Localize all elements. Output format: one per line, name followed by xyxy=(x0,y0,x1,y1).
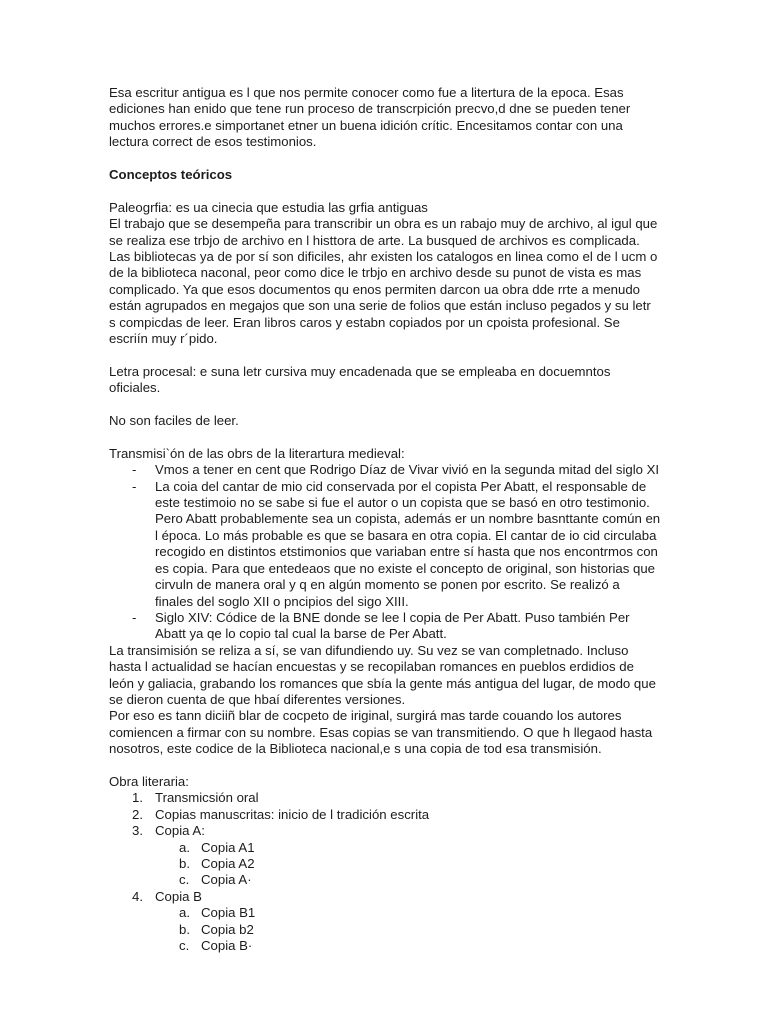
list-marker: b. xyxy=(179,921,190,937)
sublist-item xyxy=(109,905,661,921)
list-marker: 3. xyxy=(132,823,143,839)
no-faciles-paragraph: No son faciles de leer. xyxy=(109,413,239,429)
copia-b-sublist xyxy=(109,905,661,954)
copia-a-sublist xyxy=(109,840,661,889)
paleografia-paragraph: El trabajo que se desempeña para transcribir un obra es un rabajo muy de archivo, al igul que se realiza ese trbjo de archivo en l histtora de arte. La busqued de archivos es complicada. Las bibliotecas ya de por sí son dificiles, ahr existen los catalogos en linea como el de l ucm o de la biblioteca naconal, peor como dice le trbjo en archivo desde su punot de vista es mas complicado. Ya que esos documentos qu enos permiten darcon ua obra dde rrte a menudo están agrupados en megajos que son una serie de folios que están incluso pegados y su letr s compicdas de leer. Eran libros caros y estabn copiados por un cpoista profesional. Se escriín muy r´pido. xyxy=(109,216,658,347)
sublist-item-label: Copia A· xyxy=(201,872,252,888)
list-marker: a. xyxy=(179,839,190,855)
list-item-label: Copia B xyxy=(155,888,202,904)
list-item: - La coia del cantar de mio cid conservada por el copista Per Abatt, el responsable de este testimoio no se sabe si fue el autor o un copista que se basó en otro testimonio. Pero Abatt probablemente sea un copista, además er un nombre basnttante común en l época. Lo más probable es que se basara en otra copia. El cantar de io cid circulaba recogido en distintos etstimonios que variaban entre sí hasta que nos encontrmos con es copia. Para que entedeaos que no existe el concepto de original, son historias que cirvuln de manera oral y q en algún momento se ponen por escrito. Se realizó a finales del soglo XII o pncipios del sigo XIII. xyxy=(109,479,661,610)
spacer xyxy=(109,397,661,413)
list-item-label: Transmicsión oral xyxy=(155,790,259,806)
list-marker: b. xyxy=(179,856,190,871)
letra-procesal-paragraph: Letra procesal: e suna letr cursiva muy encadenada que se empleaba en docuemntos oficiales. xyxy=(109,363,611,396)
intro-paragraph: Esa escritur antigua es l que nos permite conocer como fue a litertura de la epoca. Esas ediciones han enido que tene run proceso de transcrpición precvo,d dne se pueden tener muchos errores.e simportanet etner un buena idición crític. Encesitamos contar con una lectura correct de esos testimonios. xyxy=(109,85,631,150)
obra-literaria-list-continued xyxy=(109,889,661,905)
transmision-paragraph: La transimisión se reliza a sí, se van difundiendo uy. Su vez se van completnado. Incluso hasta l actualidad se hacían encuestas y se recopilaban romances en pueblos erdidios de león y galiacia, grabando los romances que sbía la gente más antigua del lugar, de modo que se dieron cuenta de que hbaí diferentes versiones. xyxy=(109,642,656,707)
spacer xyxy=(109,758,661,774)
list-item-label: Copia A: xyxy=(155,823,205,839)
list-marker: 4. xyxy=(132,888,143,904)
list-marker: a. xyxy=(179,905,190,921)
list-marker: c. xyxy=(179,872,190,888)
document-page xyxy=(109,85,661,954)
original-concept-paragraph: Por eso es tann diciiñ blar de cocpeto de iriginal, surgirá mas tarde couando los autores comiencen a firmar con su nombre. Esas copias se van transmitiendo. O que h llegaod hasta nosotros, este codice de la Biblioteca nacional,e s una copia de tod esa transmisión. xyxy=(109,708,653,757)
sublist-item xyxy=(109,872,661,888)
spacer xyxy=(109,151,661,167)
obra-literaria-list xyxy=(109,790,661,839)
spacer xyxy=(109,347,661,363)
list-marker: c. xyxy=(179,938,190,954)
spacer xyxy=(109,429,661,445)
sublist-item xyxy=(109,856,661,872)
list-marker: 2. xyxy=(132,806,143,822)
list-item: - Siglo XIV: Códice de la BNE donde se lee l copia de Per Abatt. Puso también Per Abatt ya qe lo copio tal cual la barse de Per Abatt. xyxy=(109,610,661,643)
list-item xyxy=(109,807,661,823)
sublist-item-label: Copia A2 xyxy=(201,856,255,871)
spacer xyxy=(109,183,661,199)
sublist-item-label: Copia B· xyxy=(201,938,253,954)
transmision-title: Transmisi`ón de las obrs de la literartura medieval: xyxy=(109,445,405,461)
section-heading: Conceptos teóricos xyxy=(109,167,233,183)
sublist-item xyxy=(109,938,661,954)
list-item xyxy=(109,889,661,905)
list-item: - Vmos a tener en cent que Rodrigo Díaz de Vivar vivió en la segunda mitad del siglo XI xyxy=(109,462,661,478)
transmision-list xyxy=(109,462,661,642)
sublist-item xyxy=(109,840,661,856)
sublist-item xyxy=(109,922,661,938)
list-item xyxy=(109,823,661,839)
paleografia-definition: Paleogrfia: es ua cinecia que estudia las grfia antiguas xyxy=(109,199,428,215)
obra-literaria-title: Obra literaria: xyxy=(109,773,189,789)
sublist-item-label: Copia b2 xyxy=(201,921,254,937)
list-item-label: Copias manuscritas: inicio de l tradición escrita xyxy=(155,806,430,822)
sublist-item-label: Copia B1 xyxy=(201,905,256,921)
list-marker: 1. xyxy=(132,790,143,806)
sublist-item-label: Copia A1 xyxy=(201,839,255,855)
list-item xyxy=(109,790,661,806)
